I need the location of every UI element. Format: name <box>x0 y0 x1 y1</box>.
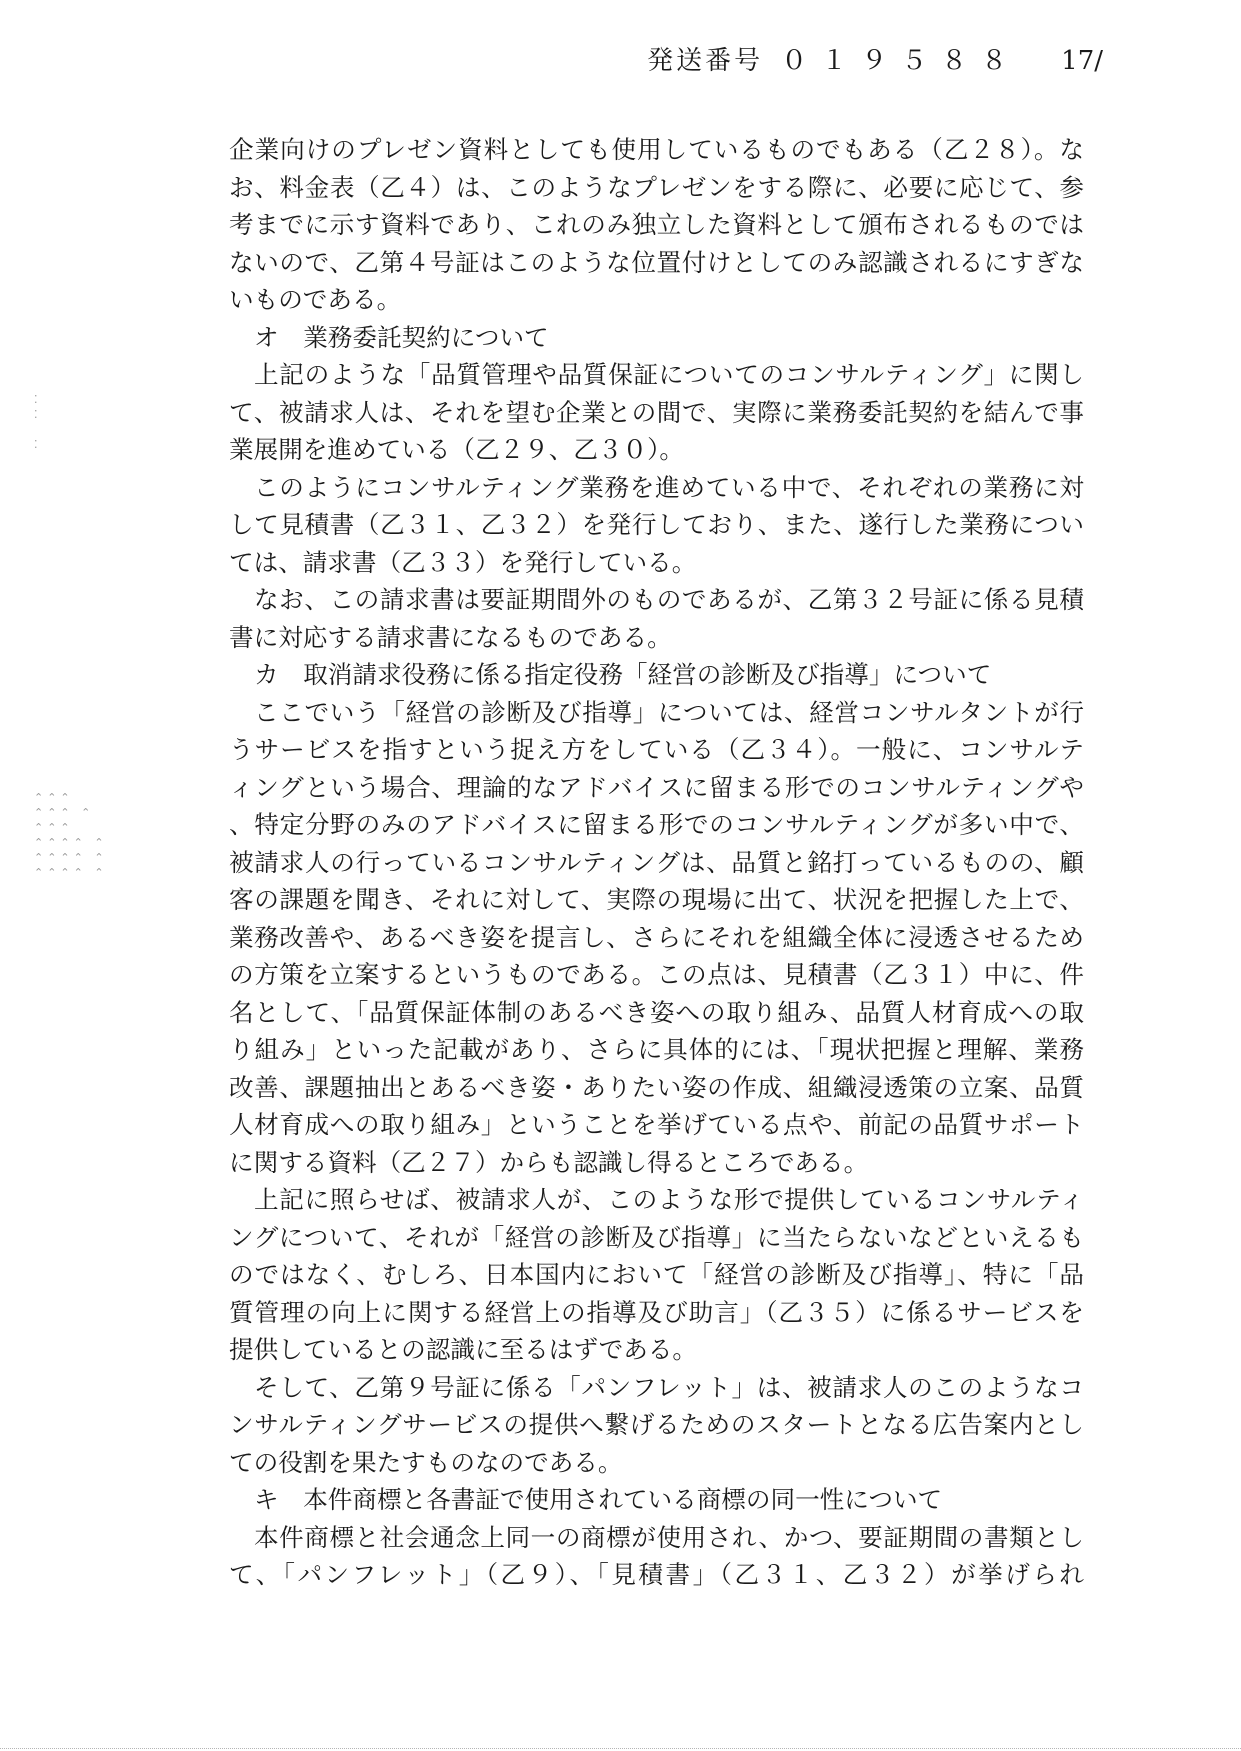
text-line: 被請求人の行っているコンサルティングは、品質と銘打っているものの、顧 <box>229 847 1084 877</box>
text-line: て、「パンフレット」（乙９）、「見積書」（乙３１、乙３２）が挙げられ <box>229 1560 1084 1589</box>
text-line: 本件商標と社会通念上同一の商標が使用され、かつ、要証期間の書類とし <box>254 1522 1084 1552</box>
text-line: ィングという場合、理論的なアドバイスに留まる形でのコンサルティングや <box>229 772 1084 802</box>
dispatch-number: ０１９５８８ <box>781 46 1022 76</box>
scan-artifact-middle: ⌃⌃⌃ ⌃⌃⌃ ⌃ ⌃⌃⌃ ⌃⌃⌃⌃ ⌃ ⌃⌃⌃⌃ ⌃ ⌃⌃⌃⌃ ⌃ <box>34 791 108 879</box>
text-line: ては、請求書（乙３３）を発行している。 <box>229 547 697 577</box>
text-line: 業展開を進めている（乙２９、乙３０）。 <box>229 435 684 464</box>
text-line: ないので、乙第４号証はこのような位置付けとしてのみ認識されるにすぎな <box>229 247 1084 277</box>
text-line: のではなく、むしろ、日本国内において「経営の診断及び指導」、特に「品 <box>229 1260 1084 1289</box>
text-line: 質管理の向上に関する経営上の指導及び助言」（乙３５）に係るサービスを <box>229 1297 1084 1327</box>
scan-artifact-upper: ⁚ ⁚ ⁚ <box>34 393 42 451</box>
text-line: 考までに示す資料であり、これのみ独立した資料として頒布されるものでは <box>229 210 1084 239</box>
text-line: 企業向けのプレゼン資料としても使用しているものでもある（乙２８）。な <box>229 135 1084 164</box>
text-line: して見積書（乙３１、乙３２）を発行しており、また、遂行した業務につい <box>229 510 1084 539</box>
text-line: り組み」といった記載があり、さらに具体的には、「現状把握と理解、業務 <box>229 1035 1084 1064</box>
text-line: 名として、「品質保証体制のあるべき姿への取り組み、品質人材育成への取 <box>229 997 1084 1027</box>
text-line: の方策を立案するというものである。この点は、見積書（乙３１）中に、件 <box>229 960 1084 989</box>
text-line: 業務改善や、あるべき姿を提言し、さらにそれを組織全体に浸透させるため <box>229 922 1084 952</box>
text-line: 客の課題を聞き、それに対して、実際の現場に出て、状況を把握した上で、 <box>229 885 1084 914</box>
dispatch-number-label: 発送番号 <box>647 46 764 76</box>
text-line: に関する資料（乙２７）からも認識し得るところである。 <box>229 1147 869 1177</box>
text-line: そして、乙第９号証に係る「パンフレット」は、被請求人のこのようなコ <box>254 1372 1084 1402</box>
section-heading-ka: カ 取消請求役務に係る指定役務「経営の診断及び指導」について <box>254 660 992 689</box>
text-line: 、特定分野のみのアドバイスに留まる形でのコンサルティングが多い中で、 <box>229 810 1084 839</box>
text-line: ここでいう「経営の診断及び指導」については、経営コンサルタントが行 <box>254 697 1084 727</box>
text-line: ての役割を果たすものなのである。 <box>229 1447 623 1477</box>
text-line: 人材育成への取り組み」ということを挙げている点や、前記の品質サポート <box>229 1110 1084 1139</box>
text-line: 提供しているとの認識に至るはずである。 <box>229 1335 698 1364</box>
text-line: 改善、課題抽出とあるべき姿・ありたい姿の作成、組織浸透策の立案、品質 <box>229 1072 1084 1102</box>
text-line: なお、この請求書は要証期間外のものであるが、乙第３２号証に係る見積 <box>254 585 1084 614</box>
text-line: 上記のような「品質管理や品質保証についてのコンサルティング」に関し <box>254 360 1084 389</box>
page-number: 17/ <box>1061 46 1103 76</box>
text-line: て、被請求人は、それを望む企業との間で、実際に業務委託契約を結んで事 <box>229 397 1084 427</box>
text-line: いものである。 <box>229 285 402 314</box>
text-line: ングについて、それが「経営の診断及び指導」に当たらないなどといえるも <box>229 1222 1084 1252</box>
text-line: 書に対応する請求書になるものである。 <box>229 622 672 652</box>
section-heading-o: オ 業務委託契約について <box>254 322 549 352</box>
document-body <box>229 131 1084 1594</box>
text-line: お、料金表（乙４）は、このようなプレゼンをする際に、必要に応じて、参 <box>229 172 1084 202</box>
text-line: うサービスを指すという捉え方をしている（乙３４）。一般に、コンサルテ <box>229 735 1084 764</box>
text-line: ンサルティングサービスの提供へ繋げるためのスタートとなる広告案内とし <box>229 1410 1084 1439</box>
section-heading-ki: キ 本件商標と各書証で使用されている商標の同一性について <box>254 1485 943 1514</box>
text-line: 上記に照らせば、被請求人が、このような形で提供しているコンサルティ <box>254 1185 1084 1214</box>
text-line: このようにコンサルティング業務を進めている中で、それぞれの業務に対 <box>254 472 1084 502</box>
document-header <box>647 40 1103 77</box>
